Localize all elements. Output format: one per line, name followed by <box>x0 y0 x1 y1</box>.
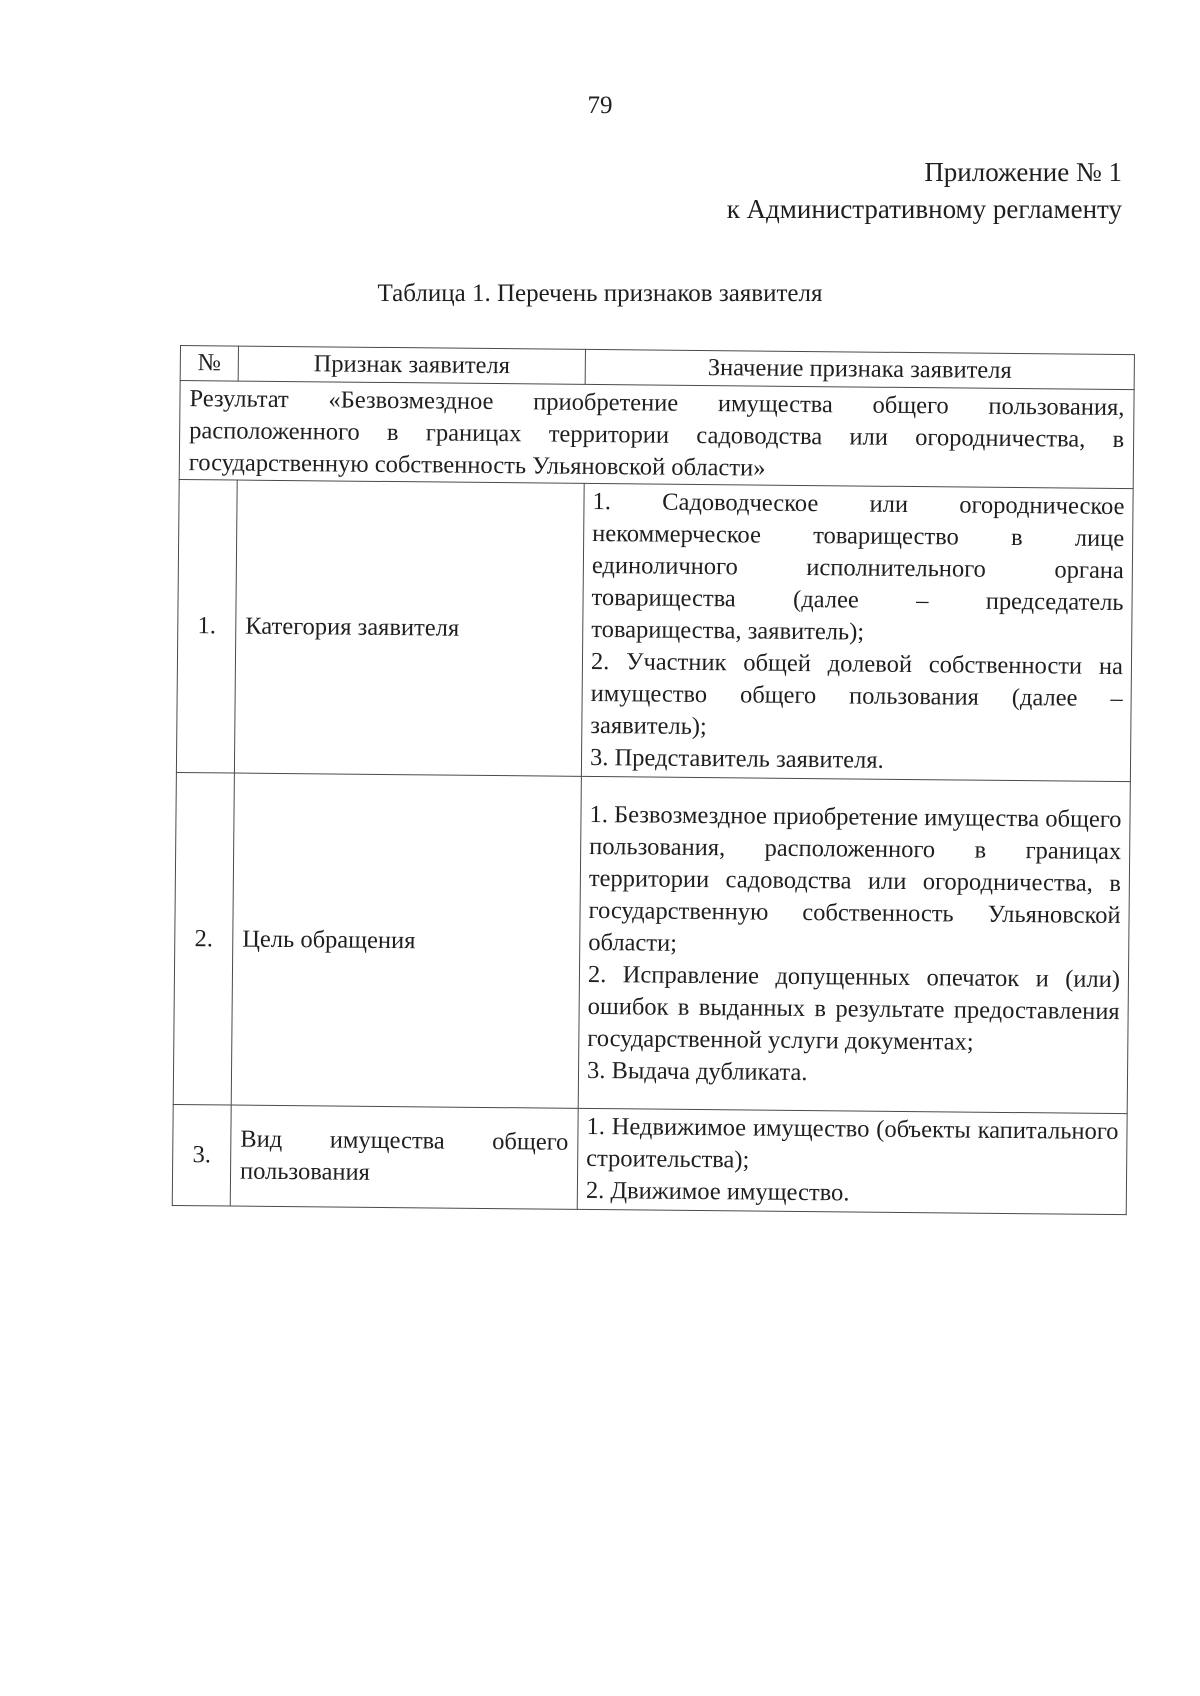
row-attribute: Категория заявителя <box>234 480 584 776</box>
value-item: 1. Садоводческое или огородническое некоммерческое товарищество в лице единоличного исполнительного органа товарищества (далее – председатель товарищества, заявитель); <box>591 487 1125 646</box>
value-item: 2. Участник общей долевой собственности на имущество общего пользования (далее – заявитель); <box>590 647 1124 741</box>
applicant-attributes-table <box>172 345 1135 1215</box>
value-item: 1. Недвижимое имущество (объекты капитального строительства); <box>586 1112 1119 1174</box>
appendix-heading <box>727 154 1122 228</box>
row-number: 3. <box>172 1104 231 1206</box>
value-item: 1. Безвозмездное приобретение имущества общего пользования, расположенного в границах территории садоводства или огородничества, в государственную собственность Ульяновской области; <box>588 800 1122 957</box>
row-values <box>578 776 1130 1113</box>
value-item: 3. Представитель заявителя. <box>589 743 884 774</box>
row-attribute: Вид имущества общего пользования <box>230 1105 578 1209</box>
row-number: 2. <box>173 772 234 1105</box>
table-title: Таблица 1. Перечень признаков заявителя <box>377 280 823 307</box>
value-item: 2. Исправление допущенных опечаток и (или) ошибок в выданных в результате предоставления государственной услуги документах; <box>587 960 1121 1056</box>
table-row <box>173 772 1130 1113</box>
page-number: 79 <box>587 92 613 119</box>
header-number: № <box>180 346 238 382</box>
appendix-line-1: Приложение № 1 <box>924 157 1122 187</box>
result-cell: Результат «Безвозмездное приобретение имущества общего пользования, расположенного в границах территории садоводства или огородничества, в государственную собственность Ульяновской области» <box>179 381 1134 489</box>
header-value: Значение признака заявителя <box>585 349 1134 389</box>
table-row <box>172 1104 1127 1214</box>
table-row <box>176 479 1133 781</box>
row-values <box>577 1108 1127 1214</box>
row-number: 1. <box>176 479 237 773</box>
result-row <box>179 381 1134 489</box>
row-values <box>581 483 1133 781</box>
value-item: 2. Движимое имущество. <box>585 1176 850 1207</box>
header-attribute: Признак заявителя <box>238 346 585 384</box>
value-item: 3. Выдача дубликата. <box>586 1056 808 1086</box>
appendix-line-2: к Административному регламенту <box>726 194 1122 224</box>
row-attribute: Цель обращения <box>231 773 581 1108</box>
